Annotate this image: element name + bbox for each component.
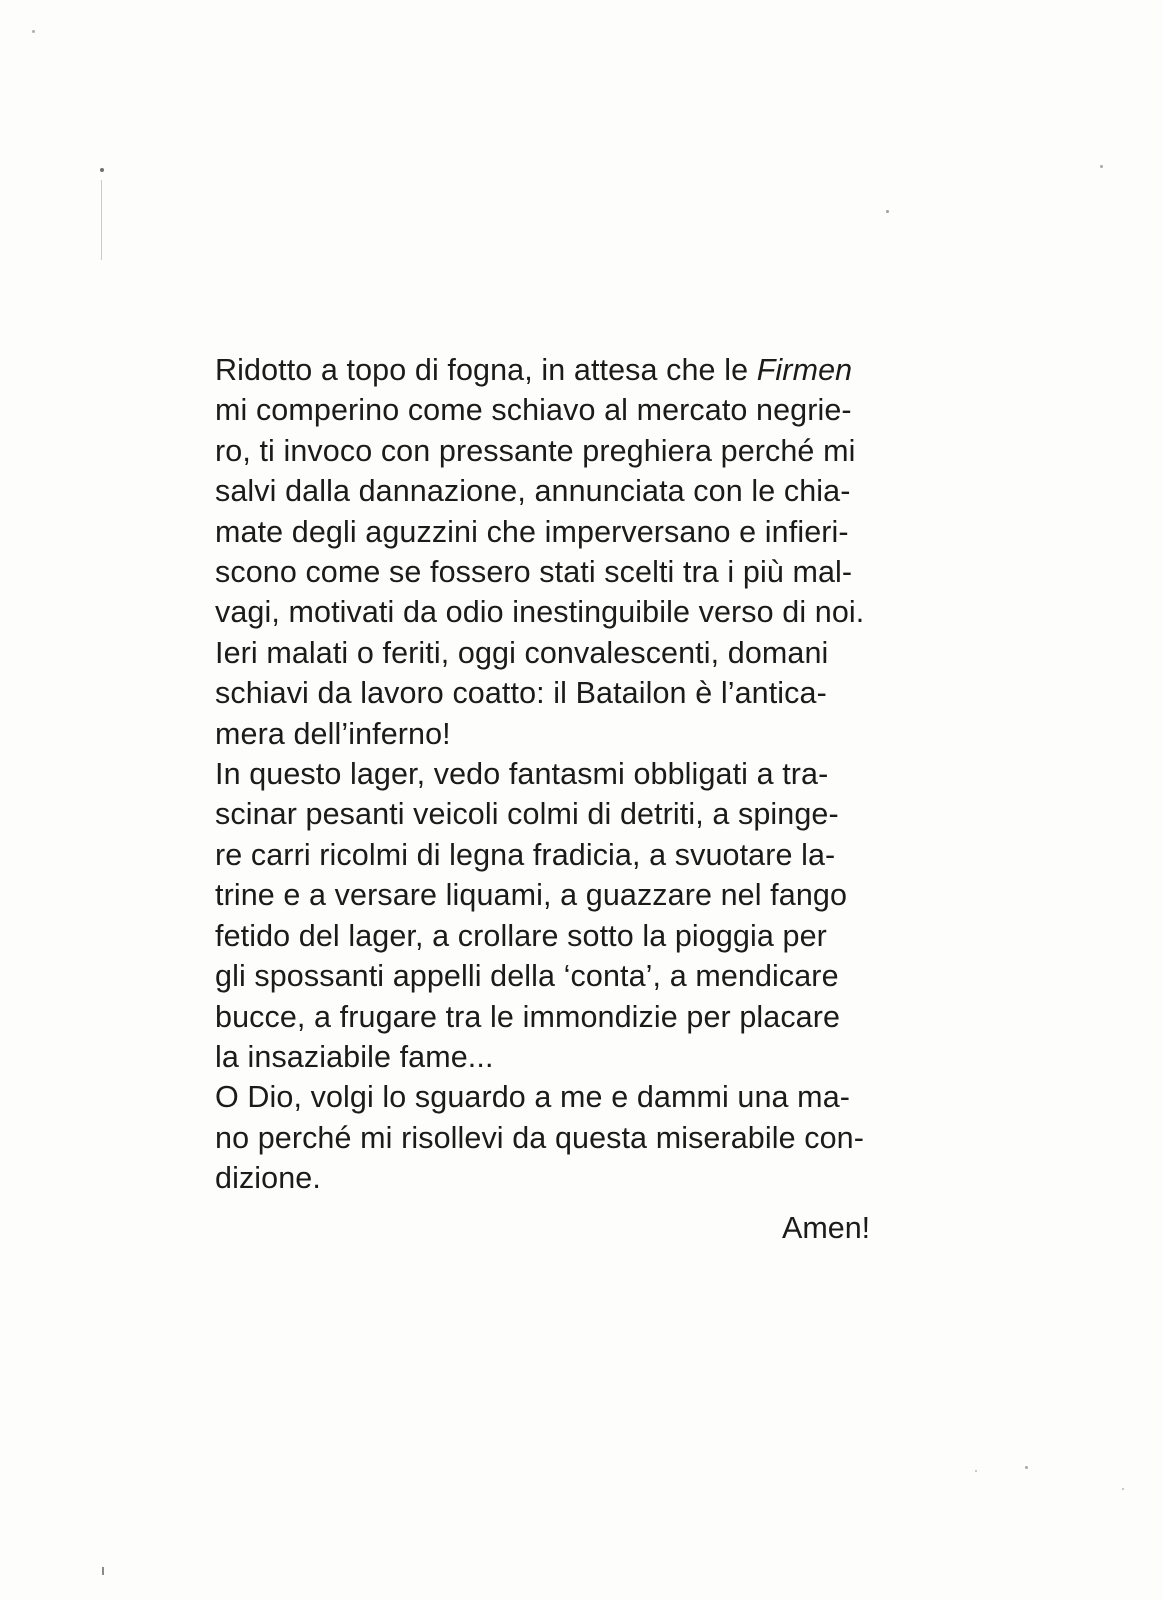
- text-segment: schiavi da lavoro coatto: il Batailon è l’antica-: [215, 676, 827, 711]
- scan-speck: [32, 30, 35, 33]
- text-segment: fetido del lager, a crollare sotto la pioggia per: [215, 918, 827, 953]
- scan-speck: [1122, 1488, 1124, 1490]
- text-line: [215, 1118, 1015, 1158]
- scan-speck: [100, 168, 104, 172]
- text-segment: In questo lager, vedo fantasmi obbligati a tra-: [215, 757, 829, 792]
- scan-speck: [975, 1470, 977, 1472]
- text-segment: mera dell’inferno!: [215, 716, 451, 751]
- text-line: [215, 714, 1015, 754]
- text-line: [215, 916, 1015, 956]
- text-segment: mi comperino come schiavo al mercato negrie-: [215, 393, 852, 428]
- text-segment: la insaziabile fame...: [215, 1039, 494, 1074]
- text-line: [215, 633, 1015, 673]
- italic-word: Firmen: [756, 353, 853, 387]
- text-line: [215, 592, 1015, 632]
- text-segment: no perché mi risollevi da questa miserabile con-: [215, 1120, 864, 1155]
- text-line: [215, 1158, 1015, 1198]
- text-line: [215, 1077, 1015, 1117]
- text-segment: scinar pesanti veicoli colmi di detriti, a spinge-: [215, 797, 839, 832]
- text-line: [215, 1037, 1015, 1077]
- text-segment: trine e a versare liquami, a guazzare nel fango: [215, 878, 848, 913]
- text-line: [215, 552, 1015, 592]
- text-segment: Ridotto a topo di fogna, in attesa che le: [215, 353, 757, 387]
- text-segment: salvi dalla dannazione, annunciata con le chia-: [215, 474, 851, 509]
- scan-speck: [886, 210, 889, 213]
- text-segment: dizione.: [215, 1161, 321, 1196]
- text-segment: ro, ti invoco con pressante preghiera perché mi: [215, 433, 856, 468]
- text-line: [215, 350, 1015, 390]
- text-segment: vagi, motivati da odio inestinguibile verso di noi.: [215, 595, 865, 630]
- scan-speck: [1100, 165, 1103, 168]
- text-segment: bucce, a frugare tra le immondizie per placare: [215, 999, 841, 1034]
- text-segment: Ieri malati o feriti, oggi convalescenti, domani: [215, 635, 829, 670]
- text-segment: scono come se fossero stati scelti tra i più mal-: [215, 555, 853, 590]
- prayer-text: [215, 350, 1015, 1199]
- text-line: [215, 431, 1015, 471]
- text-line: [215, 471, 1015, 511]
- text-line: [215, 997, 1015, 1037]
- closing-amen: Amen!: [782, 1211, 871, 1245]
- text-segment: gli spossanti appelli della ‘conta’, a mendicare: [215, 959, 839, 994]
- text-line: [215, 673, 1015, 713]
- text-segment: O Dio, volgi lo sguardo a me e dammi una ma-: [215, 1080, 851, 1115]
- scan-speck: [1025, 1466, 1028, 1469]
- text-line: [215, 390, 1015, 430]
- text-line: [215, 794, 1015, 834]
- scan-edge-mark: [102, 1567, 104, 1575]
- text-line: [215, 835, 1015, 875]
- text-segment: mate degli aguzzini che imperversano e infieri-: [215, 514, 849, 549]
- text-segment: re carri ricolmi di legna fradicia, a svuotare la-: [215, 837, 836, 872]
- text-line: [215, 956, 1015, 996]
- text-line: [215, 754, 1015, 794]
- text-line: [215, 512, 1015, 552]
- text-line: [215, 875, 1015, 915]
- scan-edge-mark: [101, 180, 102, 260]
